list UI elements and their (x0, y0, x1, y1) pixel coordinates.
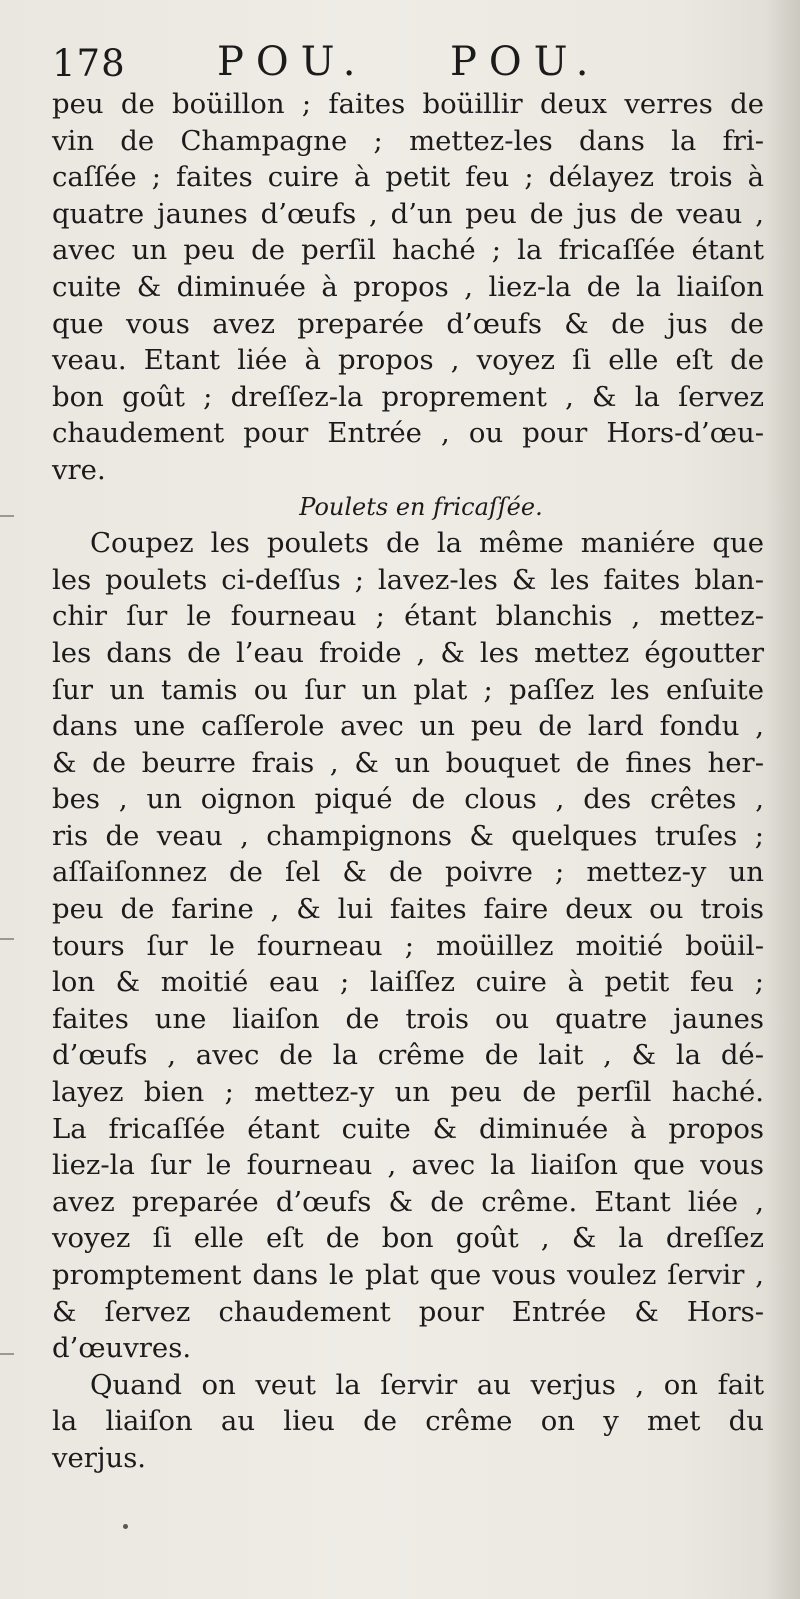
text-line: ris de veau , champignons & quelques truſes ; (52, 819, 764, 852)
text-line: que vous avez preparée d’œufs & de jus de (52, 307, 764, 340)
page-number: 178 (52, 42, 126, 85)
text-line: les poulets ci-deſſus ; lavez-les & les faites blan- (52, 563, 764, 596)
text-line: aſſaiſonnez de ſel & de poivre ; mettez-y un (52, 856, 764, 889)
running-head-right: POU. (450, 39, 601, 85)
text-line: vre. (52, 453, 106, 486)
text-line: veau. Etant liée à propos , voyez ſi elle eſt de (52, 344, 764, 377)
page-body (52, 86, 764, 1477)
text-line: les dans de l’eau froide , & les mettez égoutter (52, 636, 764, 669)
text-line: faites une liaiſon de trois ou quatre jaunes (52, 1002, 764, 1035)
text-line: dans une caſſerole avec un peu de lard fondu , (52, 710, 764, 743)
text-line: chir ſur le fourneau ; étant blanchis , mettez- (52, 600, 764, 633)
text-line: vin de Champagne ; mettez-les dans la fri- (52, 124, 764, 157)
text-line: layez bien ; mettez-y un peu de perſil haché. (52, 1076, 764, 1109)
text-line: Quand on veut la ſervir au verjus , on fait (90, 1368, 764, 1401)
text-line: avez preparée d’œufs & de crême. Etant liée , (52, 1185, 764, 1218)
margin-mark (0, 938, 14, 940)
text-line: lon & moitié eau ; laiſſez cuire à petit feu ; (52, 966, 764, 999)
text-line: verjus. (52, 1441, 147, 1474)
text-line: ſur un tamis ou ſur un plat ; paſſez les enſuite (52, 673, 764, 706)
ink-speck (123, 1524, 128, 1529)
text-line: tours ſur le fourneau ; moüillez moitié boüil- (52, 929, 764, 962)
text-line: d’œuvres. (52, 1332, 192, 1365)
text-line: peu de farine , & lui faites faire deux ou trois (52, 893, 764, 926)
running-head-left: POU. (217, 39, 368, 85)
text-line: la liaiſon au lieu de crême on y met du (52, 1405, 764, 1438)
margin-mark (0, 1353, 14, 1355)
text-line: caſſée ; faites cuire à petit feu ; délayez trois à (52, 161, 764, 194)
paragraph-3 (52, 1367, 764, 1477)
text-line: liez-la ſur le fourneau , avec la liaiſon que vous (52, 1149, 764, 1182)
text-line: La fricaſſée étant cuite & diminuée à propos (52, 1112, 764, 1145)
text-line: Coupez les poulets de la même maniére que (90, 527, 764, 560)
text-line: chaudement pour Entrée , ou pour Hors-d’œu- (52, 417, 764, 450)
text-line: voyez ſi elle eſt de bon goût , & la dreſſez (52, 1222, 764, 1255)
text-line: & de beurre frais , & un bouquet de fines her- (52, 746, 764, 779)
text-line: peu de boüillon ; faites boüillir deux verres de (52, 88, 764, 120)
paragraph-1 (52, 86, 764, 489)
text-line: quatre jaunes d’œufs , d’un peu de jus de veau , (52, 197, 764, 230)
margin-mark (0, 515, 14, 517)
section-title: Poulets en fricaſſée. (299, 492, 543, 521)
text-line: cuite & diminuée à propos , liez-la de la liaiſon (52, 270, 764, 303)
text-line: promptement dans le plat que vous voulez ſervir , (52, 1259, 764, 1291)
text-line: bon goût ; dreſſez-la proprement , & la ſervez (52, 380, 764, 413)
page-header (52, 34, 772, 94)
paragraph-2 (52, 525, 764, 1367)
text-line: & ſervez chaudement pour Entrée & Hors- (52, 1295, 764, 1328)
text-line: avec un peu de perſil haché ; la fricaſſée étant (52, 234, 764, 267)
text-line: bes , un oignon piqué de clous , des crêtes , (52, 783, 764, 816)
page-edge-shadow (766, 0, 800, 1599)
text-line: d’œufs , avec de la crême de lait , & la dé- (52, 1039, 764, 1072)
